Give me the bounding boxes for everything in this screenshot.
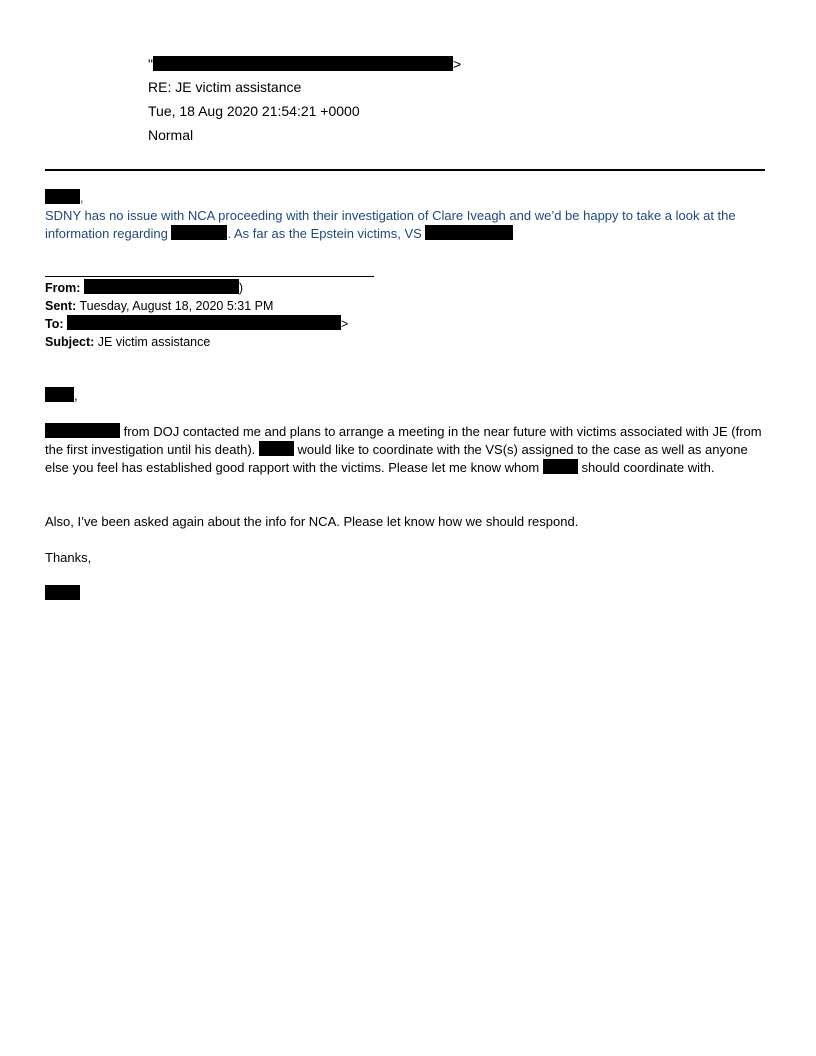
- forwarded-sent-label: Sent:: [45, 299, 77, 313]
- redaction-forwarded-to: [67, 315, 341, 330]
- redaction-reply-subject: [171, 225, 227, 240]
- redaction-forwarded-from: [84, 279, 239, 294]
- forwarded-sent-row: [45, 297, 273, 315]
- redaction-reply-greeting-name: [45, 189, 80, 204]
- forwarded-subject-row: [45, 333, 210, 351]
- date-value: Tue, 18 Aug 2020 21:54:21 +0000: [148, 103, 360, 119]
- body-paragraph-1: [45, 423, 765, 477]
- redaction-body-greeting-name: [45, 387, 74, 402]
- body-greeting-comma: ,: [74, 388, 78, 403]
- forwarded-to-label: To:: [45, 317, 64, 331]
- reply-greeting: [45, 189, 765, 207]
- header-divider: [45, 169, 765, 171]
- reply-text-part1: SDNY has no issue with NCA proceeding with their investigation of Clare Iveagh and we’d be happy to take a look at the information regarding: [45, 208, 736, 241]
- importance-value: Normal: [148, 127, 194, 143]
- redaction-signature: [45, 585, 80, 600]
- to-close-bracket: >: [452, 56, 462, 72]
- body-closing: Thanks,: [45, 550, 92, 565]
- reply-greeting-comma: ,: [80, 190, 84, 205]
- forwarded-to-close: >: [341, 317, 349, 331]
- forwarded-from-row: [45, 279, 243, 297]
- redaction-doj-contact-name-2: [259, 441, 294, 456]
- redaction-doj-contact-name: [45, 423, 120, 438]
- to-value: [148, 54, 461, 74]
- body-signature: [45, 585, 765, 603]
- to-open-quote: ": [148, 56, 153, 72]
- forwarded-sent-value: Tuesday, August 18, 2020 5:31 PM: [79, 299, 274, 313]
- forward-separator-rule: [45, 276, 374, 277]
- body-p1-part3: should coordinate with.: [577, 460, 715, 475]
- forwarded-subject-label: Subject:: [45, 335, 95, 349]
- forwarded-to-row: [45, 315, 348, 333]
- forwarded-subject-value: JE victim assistance: [97, 335, 211, 349]
- reply-text-part2: . As far as the Epstein victims, VS: [227, 226, 426, 241]
- body-paragraph-2: Also, I’ve been asked again about the info for NCA. Please let know how we should respond.: [45, 514, 579, 529]
- redaction-doj-contact-name-3: [543, 459, 578, 474]
- redaction-to-address: [153, 56, 453, 71]
- reply-text: [45, 207, 765, 243]
- body-p1-part2: would like to coordinate with the VS(s) assigned to the case as well as anyone else you feel has established good rapport with the victims. Please let me know whom: [45, 442, 748, 475]
- body-p1-part1: from DOJ contacted me and plans to arrange a meeting in the near future with victims associated with JE (from the first investigation until his death).: [45, 424, 762, 457]
- body-greeting: [45, 387, 765, 405]
- redaction-reply-vs-name: [425, 225, 513, 240]
- subject-value: RE: JE victim assistance: [148, 79, 302, 95]
- forwarded-from-label: From:: [45, 281, 81, 295]
- forwarded-from-close: ): [238, 281, 244, 295]
